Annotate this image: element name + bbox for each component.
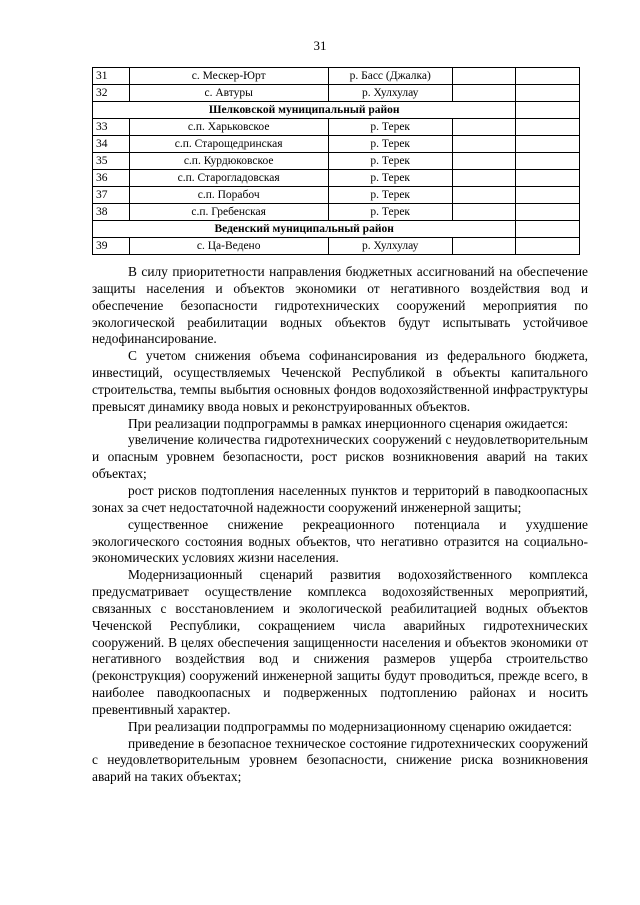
empty-cell <box>516 85 580 102</box>
empty-cell <box>452 170 516 187</box>
river-cell: р. Басс (Джалка) <box>328 68 452 85</box>
empty-cell <box>452 204 516 221</box>
table-row <box>93 68 580 85</box>
empty-cell <box>452 119 516 136</box>
river-cell: р. Хулхулау <box>328 238 452 255</box>
table-section-row <box>93 221 580 238</box>
empty-cell <box>516 153 580 170</box>
empty-cell <box>452 68 516 85</box>
paragraph: существенное снижение рекреационного потенциала и ухудшение экологического состояния водных объектов, что негативно отразится на социально-экономических условиях жизни населения. <box>92 516 588 566</box>
table-row <box>93 85 580 102</box>
empty-cell <box>516 136 580 153</box>
empty-cell <box>516 102 580 119</box>
river-cell: р. Хулхулау <box>328 85 452 102</box>
paragraph: При реализации подпрограммы в рамках инерционного сценария ожидается: <box>128 415 569 431</box>
settlement-cell: с.п. Старощедринская <box>129 136 328 153</box>
settlement-cell: с.п. Гребенская <box>129 204 328 221</box>
settlement-cell: с.п. Порабоч <box>129 187 328 204</box>
row-number: 38 <box>93 204 130 221</box>
settlement-cell: с. Мескер-Юрт <box>129 68 328 85</box>
table-row <box>93 170 580 187</box>
river-cell: р. Терек <box>328 119 452 136</box>
settlements-table <box>92 67 580 255</box>
section-title: Шелковской муниципальный район <box>93 102 516 119</box>
table-row <box>93 119 580 136</box>
paragraph: В силу приоритетности направления бюджетных ассигнований на обеспечение защиты населения и объектов экономики от негативного воздействия вод и обеспечение безопасности гидротехнических сооружений мероприятия по экологической реабилитации водных объектов будут испытывать устойчивое недофинансирование. <box>92 264 588 347</box>
river-cell: р. Терек <box>328 136 452 153</box>
table-row <box>93 187 580 204</box>
paragraph: При реализации подпрограммы по модернизационному сценарию ожидается: <box>128 718 572 734</box>
row-number: 31 <box>93 68 130 85</box>
paragraph: рост рисков подтопления населенных пунктов и территорий в паводкоопасных зонах за счет недостаточной надежности сооружений инженерной защиты; <box>92 482 588 515</box>
settlement-cell: с.п. Курдюковское <box>129 153 328 170</box>
settlement-cell: с.п. Харьковское <box>129 119 328 136</box>
table-row <box>93 204 580 221</box>
empty-cell <box>516 170 580 187</box>
river-cell: р. Терек <box>328 170 452 187</box>
river-cell: р. Терек <box>328 187 452 204</box>
row-number: 34 <box>93 136 130 153</box>
river-cell: р. Терек <box>328 204 452 221</box>
settlement-cell: с. Ца-Ведено <box>129 238 328 255</box>
empty-cell <box>452 136 516 153</box>
page-number: 31 <box>313 38 327 53</box>
settlement-cell: с. Автуры <box>129 85 328 102</box>
body-text <box>92 264 588 786</box>
section-title: Веденский муниципальный район <box>93 221 516 238</box>
settlement-cell: с.п. Старогладовская <box>129 170 328 187</box>
river-cell: р. Терек <box>328 153 452 170</box>
table-row <box>93 153 580 170</box>
empty-cell <box>516 238 580 255</box>
row-number: 37 <box>93 187 130 204</box>
row-number: 32 <box>93 85 130 102</box>
paragraph: С учетом снижения объема софинансирования из федерального бюджета, инвестиций, осуществляемых Чеченской Республикой в объекты капитального строительства, темпы выбытия основных фондов водохозяйственной инфраструктуры превысят динамику ввода новых и реконструированных объектов. <box>92 348 588 414</box>
empty-cell <box>516 204 580 221</box>
row-number: 39 <box>93 238 130 255</box>
table-row <box>93 136 580 153</box>
empty-cell <box>452 238 516 255</box>
table-row <box>93 238 580 255</box>
empty-cell <box>452 153 516 170</box>
paragraph: увеличение количества гидротехнических сооружений с неудовлетворительным и опасным уровнем безопасности, рост рисков возникновения аварий на таких объектах; <box>92 432 588 482</box>
empty-cell <box>452 187 516 204</box>
empty-cell <box>516 221 580 238</box>
row-number: 35 <box>93 153 130 170</box>
empty-cell <box>516 187 580 204</box>
paragraph: приведение в безопасное техническое состояние гидротехнических сооружений с неудовлетворительным уровнем безопасности, снижение риска возникновения аварий на таких объектах; <box>92 735 588 785</box>
empty-cell <box>452 85 516 102</box>
row-number: 36 <box>93 170 130 187</box>
paragraph: Модернизационный сценарий развития водохозяйственного комплекса предусматривает осуществление комплекса водохозяйственных мероприятий, связанных с восстановлением и экологической реабилитацией водных объектов Чеченской Республики, сокращением числа аварийных гидротехнических сооружений. В целях обеспечения защищенности населения и объектов экономики от негативного воздействия вод и снижения размеров ущерба строительство (реконструкция) сооружений инженерной защиты будут проводиться, прежде всего, в наиболее паводкоопасных и подверженных подтоплению районах и носить превентивный характер. <box>92 567 588 717</box>
row-number: 33 <box>93 119 130 136</box>
empty-cell <box>516 68 580 85</box>
empty-cell <box>516 119 580 136</box>
table-section-row <box>93 102 580 119</box>
